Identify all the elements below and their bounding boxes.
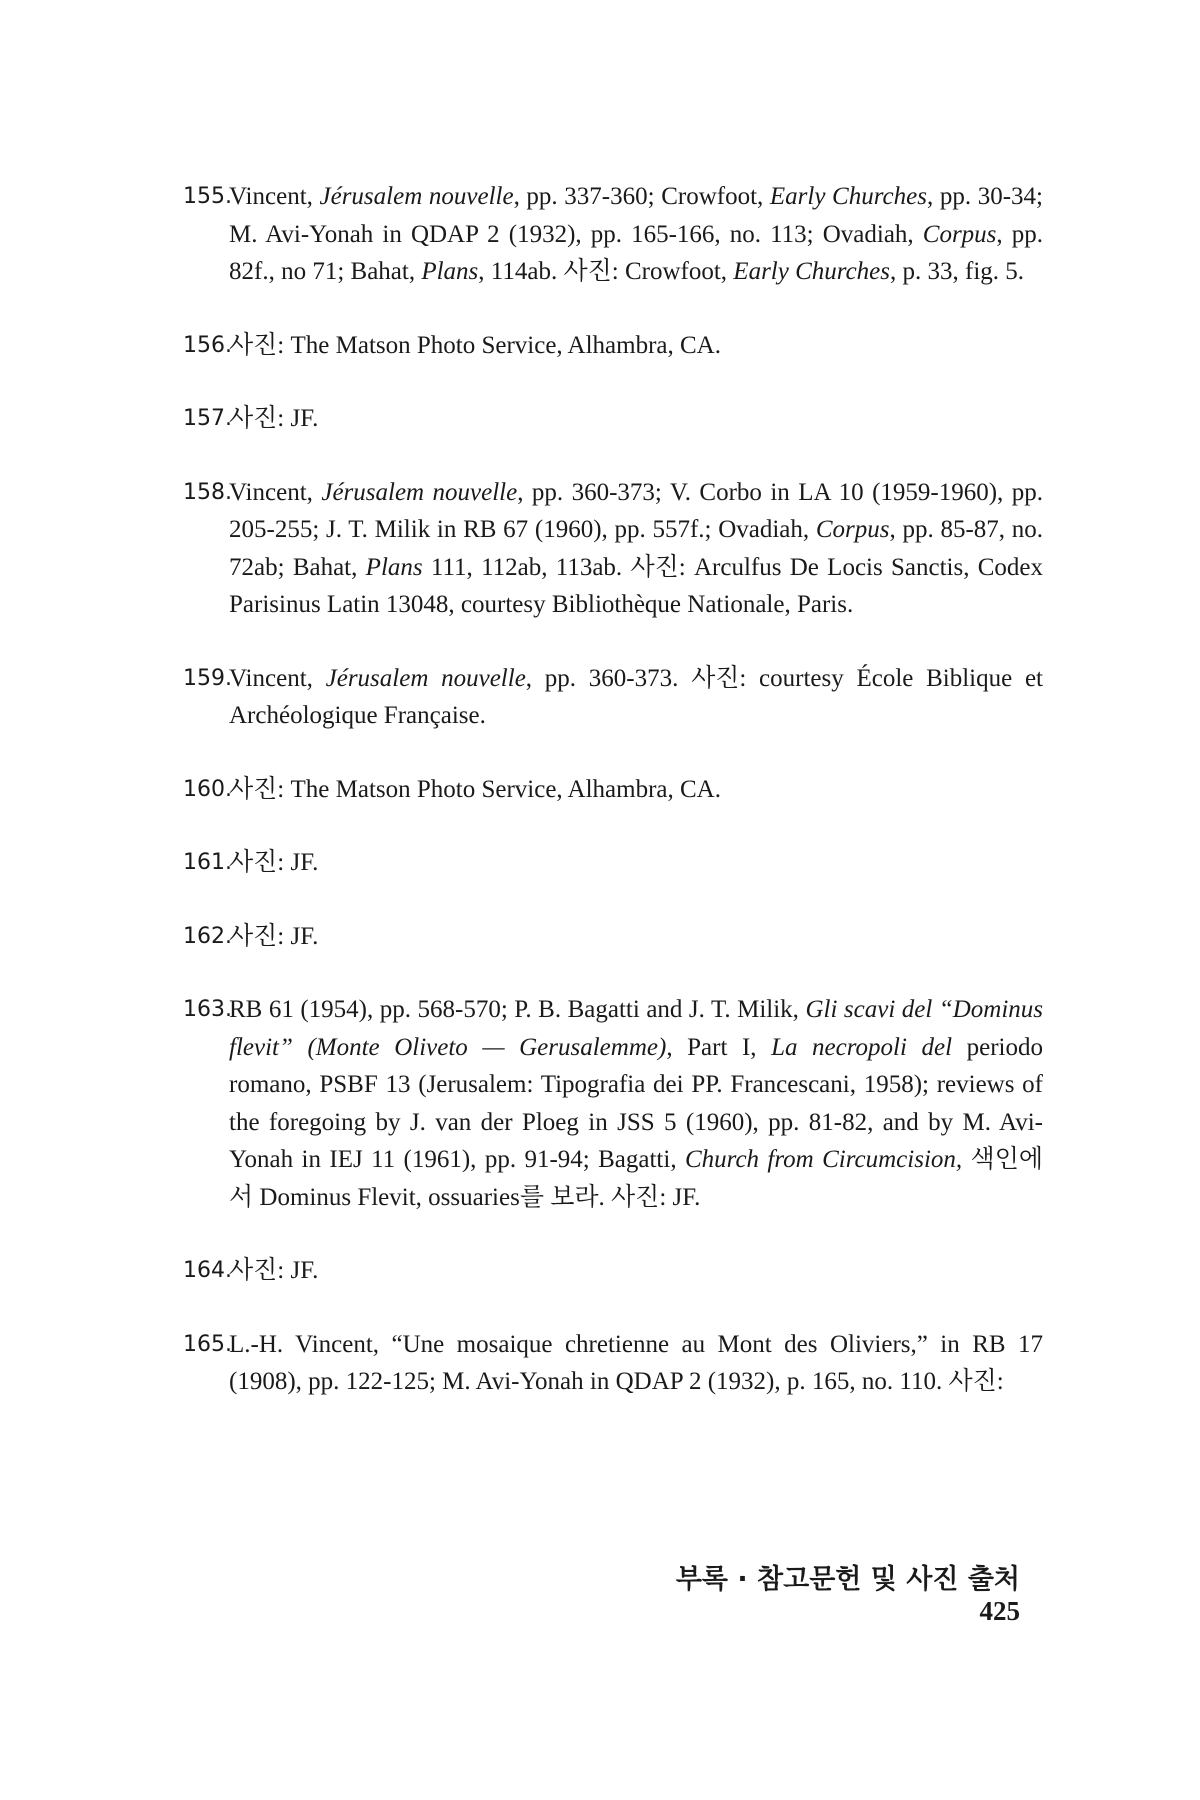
note-item	[183, 400, 1043, 438]
note-number: 161.	[183, 850, 232, 875]
italic-title: Jérusalem nouvelle	[325, 664, 526, 692]
note-text-run: periodo romano, PSBF 13 (Jerusalem: Tipografia dei PP. Francescani, 1958); reviews of the foregoing by J. van der Ploeg in JSS 5 (1960), pp. 81-82, and by M. Avi-Yonah in IEJ 11 (1961), pp. 91-94; Bagatti,	[229, 1033, 1043, 1173]
note-text	[229, 844, 1043, 882]
note-text	[229, 400, 1043, 438]
note-number: 162.	[183, 923, 232, 949]
note-item	[183, 327, 1043, 365]
note-number: 155.	[183, 184, 232, 209]
note-text-run: , pp. 82f., no 71; Bahat,	[229, 220, 1043, 285]
note-text	[229, 771, 1043, 809]
note-text-run: , 114ab. 사진: Crowfoot,	[478, 258, 734, 285]
note-number: 165.	[183, 1331, 232, 1357]
note-text-run: Vincent,	[229, 478, 322, 506]
note-text	[229, 327, 1043, 365]
note-text-run: 사진: JF.	[229, 849, 319, 876]
note-item	[183, 771, 1043, 809]
page-footer	[640, 1557, 1020, 1627]
note-text-run: 색인에서 Dominus Flevit, ossuaries를 보라. 사진: JF.	[229, 1146, 1043, 1211]
page-number: 425	[979, 1596, 1020, 1626]
note-text-run: 사진: The Matson Photo Service, Alhambra, CA.	[229, 775, 721, 803]
note-item	[183, 844, 1043, 882]
note-text	[229, 178, 1043, 291]
italic-title: La necropoli del	[771, 1033, 953, 1061]
note-text	[229, 1326, 1043, 1401]
italic-title: Plans	[365, 553, 423, 581]
note-text-run: 111, 112ab, 113ab. 사진: Arculfus De Locis Sanctis, Codex Parisinus Latin 13048, courtesy Bibliothèque Nationale, Paris.	[229, 553, 1044, 618]
note-text-run: 사진: JF.	[229, 405, 319, 432]
note-number: 157.	[183, 406, 232, 431]
note-number: 158.	[183, 479, 232, 505]
note-item	[183, 474, 1043, 624]
note-item	[183, 1326, 1043, 1401]
note-text-run: 사진: JF.	[229, 1257, 319, 1284]
note-item	[183, 178, 1043, 291]
note-item	[183, 918, 1043, 956]
italic-title: Plans	[421, 258, 479, 285]
note-text-run: , Part I,	[666, 1033, 772, 1061]
note-text-run: , pp. 30-34; M. Avi-Yonah in QDAP 2 (1932), pp. 165-166, no. 113; Ovadiah,	[229, 183, 1043, 248]
italic-title: Corpus	[922, 220, 997, 248]
italic-title: Early Churches	[733, 258, 890, 285]
note-text-run: L.-H. Vincent, “Une mosaique chretienne au Mont des Oliviers,” in RB 17 (1908), pp. 122-125; M. Avi-Yonah in QDAP 2 (1932), p. 165, no. 110. 사진:	[229, 1330, 1043, 1395]
note-text-run: 사진: The Matson Photo Service, Alhambra, CA.	[229, 331, 721, 359]
italic-title: Gli scavi del “Dominus flevit” (Monte Oliveto — Gerusalemme)	[229, 996, 1044, 1061]
note-text-run: Vincent,	[229, 664, 326, 692]
note-text	[229, 918, 1043, 956]
italic-title: Early Churches	[769, 183, 927, 210]
note-number: 160.	[183, 776, 232, 802]
note-text	[229, 1252, 1043, 1290]
italic-title: Jérusalem nouvelle	[319, 183, 514, 210]
italic-title: Jérusalem nouvelle	[321, 478, 518, 506]
note-number: 164.	[183, 1258, 232, 1283]
note-number: 163.	[183, 997, 232, 1022]
note-item	[183, 660, 1043, 735]
note-text-run: , pp. 85-87, no. 72ab; Bahat,	[229, 516, 1043, 581]
notes-list	[183, 178, 1043, 1437]
italic-title: Church from Circumcision,	[684, 1146, 963, 1173]
note-number: 159.	[183, 665, 232, 691]
note-text-run: , p. 33, fig. 5.	[890, 258, 1025, 285]
note-number: 156.	[183, 332, 232, 358]
note-text	[229, 991, 1043, 1216]
note-text-run: RB 61 (1954), pp. 568-570; P. B. Bagatti and J. T. Milik,	[229, 996, 806, 1023]
running-title: 부록 · 참고문헌 및 사진 출처	[675, 1564, 1020, 1595]
note-text-run: , pp. 337-360; Crowfoot,	[513, 183, 770, 210]
note-text	[229, 660, 1043, 735]
note-text-run: 사진: JF.	[229, 922, 319, 950]
italic-title: Corpus	[815, 516, 890, 543]
note-text-run: , pp. 360-373. 사진: courtesy École Biblique et Archéologique Française.	[229, 664, 1043, 729]
note-text-run: Vincent,	[229, 183, 320, 210]
note-text-run: , pp. 360-373; V. Corbo in LA 10 (1959-1960), pp. 205-255; J. T. Milik in RB 67 (1960), pp. 557f.; Ovadiah,	[229, 478, 1043, 543]
note-text	[229, 474, 1043, 624]
note-item	[183, 1252, 1043, 1290]
note-item	[183, 991, 1043, 1216]
